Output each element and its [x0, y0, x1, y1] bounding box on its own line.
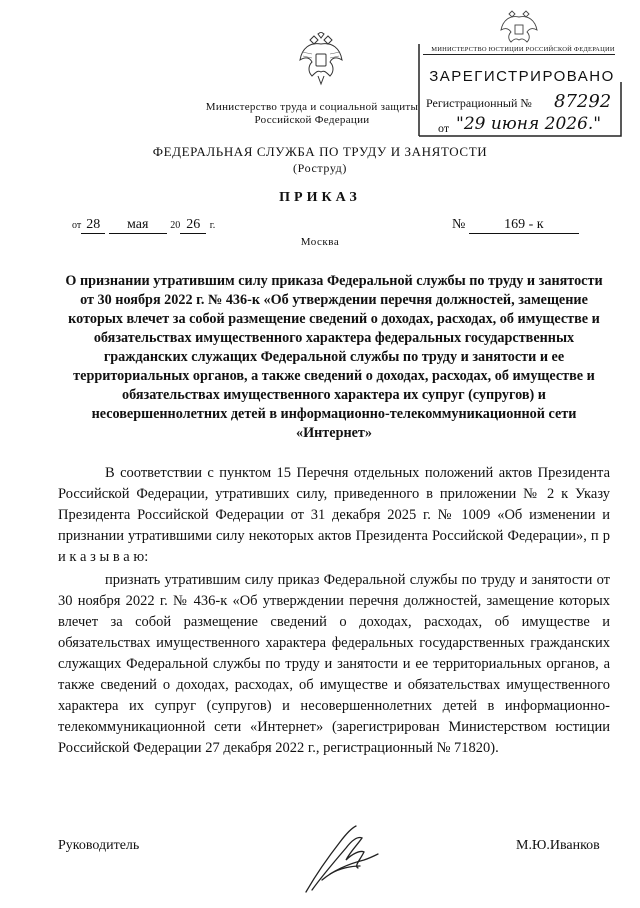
order-date-day: 28 — [81, 217, 105, 234]
ministry-line-1: Министерство труда и социальной защиты — [205, 101, 419, 113]
order-number-value: 169 - к — [469, 217, 579, 234]
order-date-year-prefix: 20 — [170, 220, 181, 231]
city: Москва — [300, 236, 340, 248]
order-date-prefix: от — [72, 220, 82, 231]
order-number-label: № — [452, 217, 466, 232]
ministry-line-2: Российской Федерации — [254, 114, 370, 126]
stamp-ministry-header: МИНИСТЕРСТВО ЮСТИЦИИ РОССИЙСКОЙ ФЕДЕРАЦИИ — [431, 46, 615, 53]
order-date-year-mark: г. — [209, 220, 216, 231]
body-paragraph-1: В соответствии с пунктом 15 Перечня отдельных положений актов Президента Российской Федерации, утративших силу, приведенного в приложении № 2 к Указу Президента Российской Федерации от 31 декабря 2025 г. № 1009 «Об изменении и признании утратившими силу некоторых актов Президента Российской Федерации», п р и к а з ы в а ю: — [58, 465, 610, 565]
stamp-divider — [423, 54, 615, 55]
stamp-emblem-icon — [497, 8, 541, 48]
document-title: О признании утратившим силу приказа Федеральной службы по труду и занятости от 30 ноября 2022 г. № 436-к «Об утверждении перечня должностей, замещение которых влечет за собой размещение сведений о доходах, расходах, об имуществе и обязательствах имущественного характера федеральных государственных гражданских служащих Федеральной службы по труду и занятости и ее территориальных органов, а также сведений о доходах, расходах, об имуществе и обязательствах имущественного характера их супруг (супругов) и несовершеннолетних детей в информационно-телекоммуникационной сети «Интернет» — [65, 273, 603, 441]
order-date-month: мая — [109, 217, 167, 234]
order-date — [72, 217, 215, 234]
agency-name: ФЕДЕРАЛЬНАЯ СЛУЖБА ПО ТРУДУ И ЗАНЯТОСТИ — [152, 144, 488, 159]
ministry-name — [196, 101, 428, 127]
document-type: ПРИКАЗ — [279, 190, 361, 205]
stamp-registered-label: ЗАРЕГИСТРИРОВАНО — [429, 68, 615, 85]
signatory-position: Руководитель — [58, 838, 140, 853]
order-number — [452, 217, 579, 234]
stamp-date-prefix: от — [438, 121, 450, 135]
signatory-name: М.Ю.Иванков — [516, 838, 600, 853]
body-paragraph-2: признать утратившим силу приказ Федеральной службы по труду и занятости от 30 ноября 2022 г. № 436-к «Об утверждении перечня должностей, замещение которых влечет за собой размещение сведений о доходах, расходах, об имуществе и обязательствах имущественного характера федеральных государственных гражданских служащих Федеральной службы по труду и занятости и ее территориальных органов, а также сведений о доходах, расходах, об имуществе и обязательствах имущественного характера их супруг (супругов) и несовершеннолетних детей в информационно-телекоммуникационной сети «Интернет» (зарегистрирован Министерством юстиции Российской Федерации 27 декабря 2022 г., регистрационный № 71820). — [58, 572, 610, 756]
stamp-date-handwritten: "29 июня 2026." — [456, 114, 602, 134]
handwritten-signature — [300, 820, 382, 896]
agency-header — [0, 144, 640, 176]
stamp-number-handwritten: 87292 — [554, 91, 612, 112]
order-date-year: 26 — [180, 217, 206, 234]
stamp-number-label: Регистрационный № — [426, 96, 532, 110]
agency-short-name: (Роструд) — [293, 161, 347, 175]
coat-of-arms-icon — [296, 32, 346, 86]
